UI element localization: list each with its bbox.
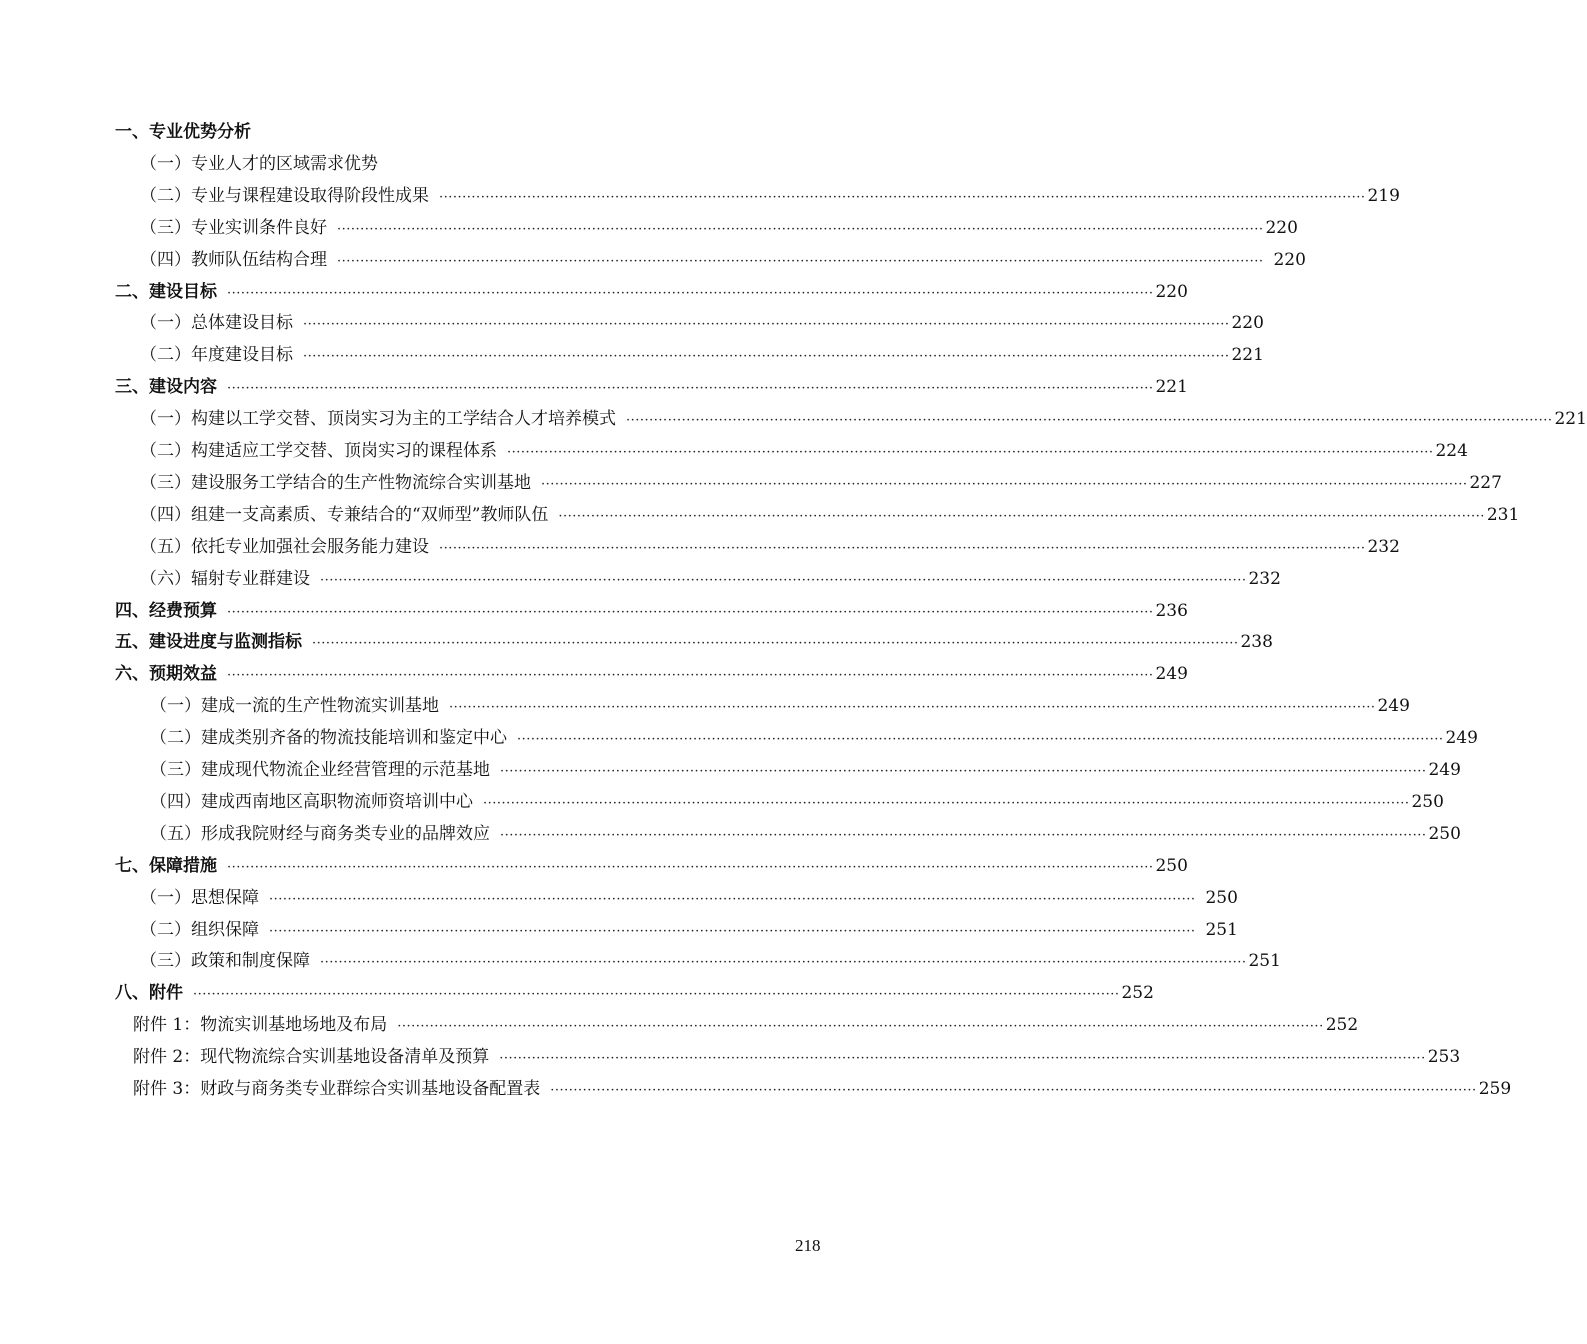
toc-dot-leader: ········································································································································································································ (227, 381, 1154, 397)
toc-section-entry[interactable] (150, 694, 1410, 718)
page-number: 218 (795, 1236, 821, 1255)
toc-dot-leader: ········································································································································································································ (439, 189, 1366, 205)
toc-page-number: 250 (1411, 791, 1444, 812)
toc-chapter-entry[interactable] (115, 981, 1154, 1005)
toc-section-entry[interactable] (133, 1045, 1461, 1069)
toc-entry-title: （四）组建一支高素质、专兼结合的“双师型”教师队伍 (140, 504, 549, 525)
toc-section-entry[interactable] (140, 886, 1238, 910)
toc-chapter-entry[interactable] (115, 599, 1188, 623)
toc-page-number: 249 (1445, 728, 1478, 749)
toc-page-number: 250 (1205, 887, 1238, 908)
toc-section-entry[interactable] (140, 503, 1520, 527)
toc-entry-title: （四）教师队伍结构合理 (140, 249, 327, 270)
toc-dot-leader: ········································································································································································································ (500, 827, 1427, 843)
toc-page-number: 221 (1554, 409, 1587, 430)
toc-entry-title: 四、经费预算 (115, 600, 217, 621)
toc-dot-leader: ········································································································································································································ (337, 253, 1264, 269)
toc-dot-leader: ········································································································································································································ (558, 508, 1485, 524)
toc-entry-title: （五）形成我院财经与商务类专业的品牌效应 (150, 823, 490, 844)
toc-section-entry[interactable] (140, 152, 823, 176)
toc-page-number: 259 (1478, 1079, 1512, 1099)
toc-page-number: 220 (1231, 313, 1264, 334)
toc-entry-title: 附件 2：现代物流综合实训基地设备清单及预算 (133, 1047, 490, 1068)
toc-section-entry[interactable] (140, 343, 1264, 367)
toc-entry-title: 八、附件 (115, 983, 183, 1004)
toc-page-number: 249 (1428, 760, 1461, 780)
toc-chapter-entry[interactable] (115, 280, 1188, 304)
toc-page-number: 250 (1428, 823, 1461, 844)
toc-dot-leader: ········································································································································································································ (303, 349, 1230, 365)
toc-page-number: 250 (1155, 855, 1188, 876)
toc-entry-title: （二）年度建设目标 (140, 345, 293, 366)
toc-section-entry[interactable] (150, 822, 1461, 846)
toc-entry-title: （二）组织保障 (140, 919, 259, 940)
toc-dot-leader: ········································································································································································································ (517, 732, 1444, 748)
toc-page-number: 221 (1155, 377, 1188, 398)
toc-section-entry[interactable] (140, 407, 1587, 431)
toc-section-entry[interactable] (140, 535, 1400, 559)
toc-section-entry[interactable] (133, 1077, 1512, 1101)
toc-page-number: 253 (1427, 1047, 1461, 1068)
toc-page-number: 227 (1469, 472, 1502, 493)
toc-entry-title: （二）建成类别齐备的物流技能培训和鉴定中心 (150, 728, 507, 749)
toc-dot-leader: ········································································································································································································ (227, 668, 1154, 684)
toc-entry-title: 七、保障措施 (115, 855, 217, 876)
toc-dot-leader: ········································································································································································································ (320, 572, 1247, 588)
toc-dot-leader: ········································································································································································································ (193, 987, 1120, 1003)
toc-page-number: 252 (1325, 1015, 1359, 1036)
toc-entry-title: （一）专业人才的区域需求优势 (140, 153, 378, 174)
toc-entry-title: （三）建设服务工学结合的生产性物流综合实训基地 (140, 472, 531, 493)
toc-entry-title: 六、预期效益 (115, 664, 217, 685)
toc-chapter-entry[interactable] (115, 375, 1188, 399)
toc-page-number: 236 (1155, 600, 1188, 621)
toc-entry-title: （三）政策和制度保障 (140, 951, 310, 972)
toc-section-entry[interactable] (140, 471, 1502, 495)
toc-dot-leader: ········································································································································································································ (337, 221, 1264, 237)
toc-page-number: 252 (1121, 983, 1154, 1004)
toc-entry-title: （一）总体建设目标 (140, 313, 293, 334)
toc-entry-title: 五、建设进度与监测指标 (115, 632, 302, 653)
toc-dot-leader: ········································································································································································································ (303, 317, 1230, 333)
toc-dot-leader: ········································································································································································································ (269, 923, 1196, 939)
toc-entry-title: （五）依托专业加强社会服务能力建设 (140, 536, 429, 557)
toc-page-number: 221 (1231, 345, 1264, 366)
toc-page-number: 249 (1155, 664, 1188, 685)
toc-entry-title: （二）构建适应工学交替、顶岗实习的课程体系 (140, 441, 497, 461)
toc-dot-leader: ········································································································································································································ (449, 700, 1376, 716)
toc-section-entry[interactable] (150, 758, 1461, 782)
toc-dot-leader: ········································································································································································································ (397, 1019, 1324, 1035)
toc-section-entry[interactable] (140, 248, 1306, 272)
toc-page-number: 224 (1435, 441, 1468, 461)
toc-page-number: 251 (1205, 919, 1238, 940)
toc-dot-leader: ········································································································································································································ (269, 891, 1196, 907)
toc-section-entry[interactable] (140, 918, 1238, 942)
toc-section-entry[interactable] (140, 184, 1400, 208)
toc-entry-title: （三）建成现代物流企业经营管理的示范基地 (150, 760, 490, 780)
toc-page-number: 220 (1265, 217, 1298, 238)
toc-section-entry[interactable] (140, 311, 1264, 335)
toc-dot-leader: ········································································································································································································ (550, 1083, 1477, 1098)
toc-entry-title: （六）辐射专业群建设 (140, 568, 310, 589)
toc-section-entry[interactable] (140, 216, 1298, 240)
toc-dot-leader: ········································································································································································································ (227, 859, 1154, 875)
toc-section-entry[interactable] (133, 1013, 1359, 1037)
toc-page-number: 251 (1248, 951, 1281, 972)
toc-page-number: 249 (1377, 696, 1410, 717)
toc-section-entry[interactable] (140, 567, 1281, 591)
toc-chapter-entry[interactable] (115, 854, 1188, 878)
toc-entry-title: （一）建成一流的生产性物流实训基地 (150, 696, 439, 717)
toc-dot-leader: ········································································································································································································ (507, 445, 1434, 460)
toc-page-number: 232 (1367, 536, 1400, 557)
toc-chapter-entry[interactable] (115, 120, 823, 144)
toc-entry-title: 附件 3：财政与商务类专业群综合实训基地设备配置表 (133, 1079, 541, 1099)
toc-entry-title: 三、建设内容 (115, 377, 217, 398)
toc-dot-leader: ········································································································································································································ (312, 636, 1239, 652)
toc-entry-title: （一）思想保障 (140, 887, 259, 908)
toc-entry-title: （一）构建以工学交替、顶岗实习为主的工学结合人才培养模式 (140, 409, 616, 430)
toc-dot-leader: ········································································································································································································ (541, 476, 1468, 492)
toc-dot-leader: ········································································································································································································ (499, 1051, 1426, 1067)
toc-chapter-entry[interactable] (115, 630, 1273, 654)
toc-entry-title: （三）专业实训条件良好 (140, 217, 327, 238)
toc-dot-leader: ········································································································································································································ (500, 764, 1427, 779)
toc-entry-title: 一、专业优势分析 (115, 122, 251, 142)
toc-entry-title: 附件 1：物流实训基地场地及布局 (133, 1015, 388, 1036)
toc-section-entry[interactable] (140, 949, 1281, 973)
toc-page-number: 219 (1367, 185, 1400, 206)
toc-section-entry[interactable] (150, 726, 1478, 750)
toc-dot-leader: ········································································································································································································ (227, 285, 1154, 301)
toc-page-number: 220 (1155, 281, 1188, 302)
toc-dot-leader: ········································································································································································································ (483, 795, 1410, 811)
toc-section-entry[interactable] (150, 790, 1444, 814)
toc-page-number: 231 (1486, 504, 1520, 525)
toc-dot-leader: ········································································································································································································ (227, 604, 1154, 620)
toc-page-number: 238 (1240, 632, 1273, 653)
toc-page-number: 220 (1273, 249, 1306, 270)
toc-entry-title: （四）建成西南地区高职物流师资培训中心 (150, 791, 473, 812)
toc-section-entry[interactable] (140, 439, 1468, 463)
toc-dot-leader: ········································································································································································································ (626, 413, 1553, 429)
toc-chapter-entry[interactable] (115, 662, 1188, 686)
toc-entry-title: 二、建设目标 (115, 281, 217, 302)
toc-dot-leader: ········································································································································································································ (320, 955, 1247, 971)
toc-dot-leader: ········································································································································································································ (439, 540, 1366, 556)
toc-page-number: 232 (1248, 568, 1281, 589)
toc-entry-title: （二）专业与课程建设取得阶段性成果 (140, 185, 429, 206)
